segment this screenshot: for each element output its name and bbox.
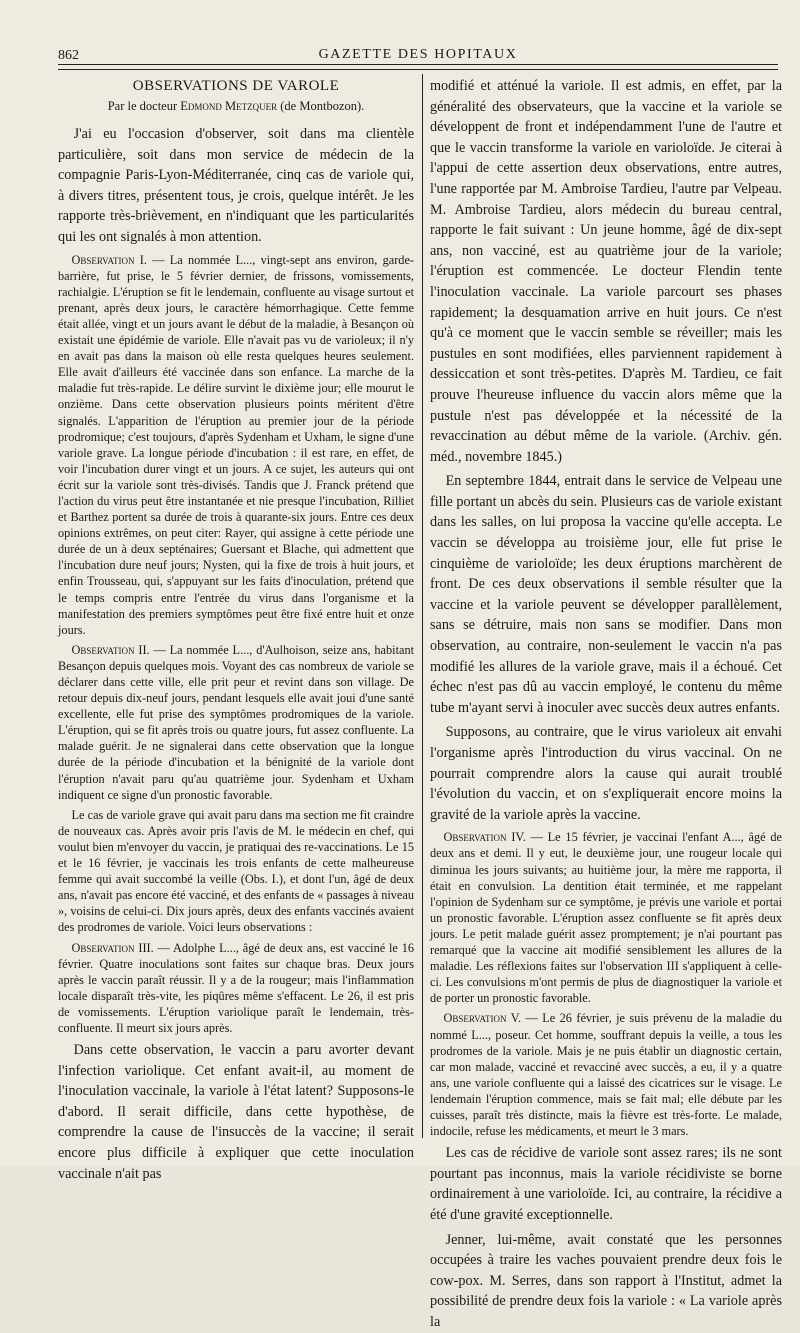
observation-paragraph bbox=[430, 1010, 782, 1139]
body-paragraph bbox=[430, 1143, 782, 1225]
body-paragraph bbox=[58, 124, 414, 248]
running-title: GAZETTE DES HOPITAUX bbox=[318, 47, 518, 62]
paragraph-text: Le cas de variole grave qui avait paru dans ma section me fit craindre de nouveaux cas. Après avoir pris l'avis de M. le médecin en chef, qui voulut bien m'envoyer du vaccin, je pratiquai des re-vaccinations. Le 15 et le 16 février, je vaccinais les trois enfants de cette malheureuse femme qui avait succombé la veille (Obs. I.), et dont l'un, âgé de deux ans, n'avait pas encore été vacciné, et des enfants de « passages à niveau », voisins de celui-ci. Dix jours après, deux des enfants vaccinés avaient des prodromes de variole. Voici leurs observations : bbox=[58, 807, 414, 935]
body-paragraph bbox=[430, 1230, 782, 1333]
observation-paragraph bbox=[58, 940, 414, 1037]
body-paragraph bbox=[430, 76, 782, 467]
paragraph-text: Jenner, lui-même, avait constaté que les personnes occupées à traire les vaches pouvaient prendre deux fois le cow-pox. M. Serres, dans son rapport à l'Institut, admet la possibilité de prendre deux fois la variole : « La variole après la bbox=[430, 1231, 782, 1330]
observation-paragraph bbox=[58, 642, 414, 803]
byline-prefix: Par le docteur bbox=[107, 99, 178, 113]
paragraph-text: modifié et atténué la variole. Il est admis, en effet, par la généralité des observateurs, que la vaccine et la variole se développent de front et indépendamment l'une de l'autre et que le vaccin transforme la variole en varioloïde. Je citerai à l'appui de cette assertion deux observations, entre autres, l'une rapportée par M. Ambroise Tardieu, l'autre par Velpeau. M. Ambroise Tardieu, alors médecin du bureau central, rapporte le fait suivant : Un jeune homme, âgé de dix-sept ans, non vacciné, est au quatrième jour de la variole; l'éruption est commencée. Le docteur Flendin tente l'inoculation vaccinale. La variole parcourt ses phases rapidement; la desquamation arrive en huit jours. Ce n'est qu'à ce moment que le vaccin semble se réveiller; mais les pustules en sont modifiées, elles parviennent rapidement à dessiccation et sont très-petites. D'après M. Tardieu, ce fait prouve l'heureuse influence du vaccin alors même que la pustule n'est pas développée et la nécessité de la revaccination au début même de la variole. (Archiv. gén. méd., novembre 1845.) bbox=[430, 78, 782, 465]
paragraph-text: Supposons, au contraire, que le virus varioleux ait envahi l'organisme après l'introduction du virus vaccinal. On ne pourrait comprendre alors la cause qui aurait troublé l'évolution du vaccin, et on s'expliquerait encore moins la gravité de la variole après la vaccine. bbox=[430, 724, 782, 823]
paragraph-text: Dans cette observation, le vaccin a paru avorter devant l'infection variolique. Cet enfant avait-il, au moment de l'inoculation vaccinale, la variole à l'état latent? Supposons-le d'abord. Il serait difficile, dans cette hypothèse, de comprendre la cause de l'insuccès de la vaccine; il serait encore plus difficile à expliquer que cette inoculation vaccinale n'ait pas bbox=[58, 1042, 414, 1182]
paragraph-text: — La nommée L..., d'Aulhoison, seize ans, habitant Besançon depuis quelques mois. Voyant des cas nombreux de variole se déclarer dans cette ville, elle prit peur et revint dans son village. De retour depuis dix-neuf jours, pendant lesquels elle avait joui d'une santé excellente, elle fut prise des symptômes prodromiques de la variole. L'éruption, qui se fit après trois ou quatre jours, fut assez confluente. La malade guérit. Je ne signalerai dans cette observation que la longue durée de la période d'incubation et la bénignité de la variole dont l'éruption n'avait paru qu'au quatrième jour. Sydenham et Uxham indiquent ce signe d'un pronostic favorable. bbox=[58, 642, 415, 802]
body-paragraph bbox=[430, 722, 782, 825]
body-paragraph bbox=[58, 1040, 414, 1184]
observation-paragraph bbox=[58, 252, 414, 638]
byline-suffix: (de Montbozon). bbox=[280, 99, 365, 113]
paragraph-text: J'ai eu l'occasion d'observer, soit dans ma clientèle particulière, soit dans mon service de médecin de la compagnie Paris-Lyon-Méditerranée, cinq cas de variole qui, à divers titres, présentent tous, je crois, quelque intérêt. Je les rapporte très-brièvement, en n'indiquant que les particularités qui les ont signalés à mon attention. bbox=[58, 126, 414, 245]
body-paragraph bbox=[58, 807, 414, 936]
article-byline bbox=[58, 99, 414, 114]
page-header bbox=[58, 44, 778, 66]
paragraph-text: — La nommée L..., vingt-sept ans environ, garde-barrière, fut prise, le 5 février dernier, de frissons, vomissements, rachialgie. L'éruption se fit le lendemain, confluente au visage surtout et prenant, après deux jours, le caractère hémorrhagique. Cette femme était allée, vingt et un jours avant le début de la maladie, à Besançon où existait une épidémie de variole. Elle n'avait pas vu de varioleux; il n'y en avait pas dans la maison où elle resta quelques heures seulement. Elle avait d'ailleurs été vaccinée dans son enfance. La marche de la maladie fut très-rapide. Le délire survint le dixième jour; elle mourut le onzième. Dans cette observation plusieurs points méritent d'être signalés. L'apparition de l'éruption au premier jour de la période prodromique; c'est toujours, d'après Sydenham et Uxham, le signe d'une variole grave. La longue période d'incubation : il est rare, en effet, de voir l'incubation durer vingt et un jours. A ce sujet, les auteurs qui ont écrit sur la variole sont très-divisés. Tandis que J. Franck prétend que l'action du virus peut être instantanée et nie presque l'incubation, Rilliet et Barthez portent sa durée de trois à quarante-six jours. Entre ces deux opinions extrêmes, on peut citer: Rayer, qui assigne à cette période une durée de un à deux septénaires; Guersant et Blache, qui admettent que l'incubation dure neuf jours; Nysten, qui la fixe de trois à huit jours, et enfin Trousseau, qui, s'appuyant sur les faits d'inoculation, prétend que le temps compris entre l'entrée du virus dans l'organisme et la manifestation des premiers symptômes peut être fixé entre huit et onze jours. bbox=[58, 252, 415, 637]
article-title: OBSERVATIONS DE VAROLE bbox=[132, 78, 340, 94]
paragraph-text: En septembre 1844, entrait dans le service de Velpeau une fille portant un abcès du sein. Plusieurs cas de variole existant dans les salles, on lui proposa la vaccine qu'elle accepta. Le vaccin se développa au troisième jour, elle fut prise le cinquième de varioloïde; les deux éruptions marchèrent de front. De ces deux observations il semble résulter que la vaccine et la variole peuvent se développer parallèlement, sans se détruire, mais non sans se modifier. Dans mon observation, au contraire, non-seulement le vaccin n'a pas modifié les allures de la variole grave, mais il a échoué. Cet échec n'est pas dû au vaccin employé, le contenu du même tube m'ayant servi à inoculer avec succès deux autres enfants. bbox=[430, 473, 782, 716]
page-number: 862 bbox=[58, 48, 79, 63]
paragraph-text: Les cas de récidive de variole sont assez rares; ils ne sont pourtant pas inconnus, mais la variole récidiviste se borne ordinairement à une varioloïde. Ici, au contraire, la récidive a été d'une gravité exceptionnelle. bbox=[430, 1145, 782, 1223]
observation-label: Observation IV. bbox=[443, 830, 526, 845]
right-column bbox=[430, 76, 782, 1330]
paragraph-text: — Le 15 février, je vaccinai l'enfant A..., âgé de deux ans et demi. Il y eut, le deuxième jour, une rougeur locale qui diminua les jours suivants; au huitième jour, la mère me rapporta, il était en convulsion. La dentition était terminée, et me rappelant l'opinion de Sydenham sur ce symptôme, je prévis une variole et portai un pronostic favorable. L'éruption assez confluente se fit après deux jours. Le petit malade guérit assez promptement; je n'ai pourtant pas remarqué que la vaccine ait modifié sensiblement les allures de la maladie. Les réflexions faites sur l'observation III s'appliquent à celle-ci. Les convulsions m'ont permis de plus de diagnostiquer la variole et de porter un pronostic favorable. bbox=[430, 830, 782, 1006]
observation-label: Observation III. bbox=[71, 940, 154, 955]
byline-author: Edmond Metzquer bbox=[180, 99, 278, 113]
observation-label: Observation I. bbox=[71, 252, 147, 267]
paragraph-text: — Adolphe L..., âgé de deux ans, est vacciné le 16 février. Quatre inoculations sont faites sur chaque bras. Deux jours après le vaccin paraît réussir. Il y a de la rougeur; mais l'inflammation locale disparaît très-vite, les piqûres même s'effacent. Le 26, il est pris de vomissements. L'éruption variolique paraît le lendemain, très-confluente. Il meurt six jours après. bbox=[58, 940, 415, 1035]
body-paragraph bbox=[430, 471, 782, 718]
observation-label: Observation II. bbox=[71, 642, 150, 657]
column-divider bbox=[422, 74, 423, 1138]
observation-label: Observation V. bbox=[443, 1011, 522, 1026]
header-rule bbox=[58, 64, 778, 70]
left-column bbox=[58, 76, 415, 1182]
paragraph-text: — Le 26 février, je suis prévenu de la maladie du nommé L..., poseur. Cet homme, souffrant depuis la veille, a tous les prodromes de la variole. Mais je ne puis établir un diagnostic certain, car mon malade, vacciné et revacciné avec succès, a eu, il y a quatre ans, une variole confluente qui a laissé des cicatrices sur le visage. Le lendemain l'éruption commence, mais se fait mal; elle débute par les cuisses, paraît très distincte, mais la fièvre est très-forte. Le malade, indocile, refuse les médicaments, et meurt le 3 mars. bbox=[430, 1011, 782, 1139]
observation-paragraph bbox=[430, 829, 782, 1006]
